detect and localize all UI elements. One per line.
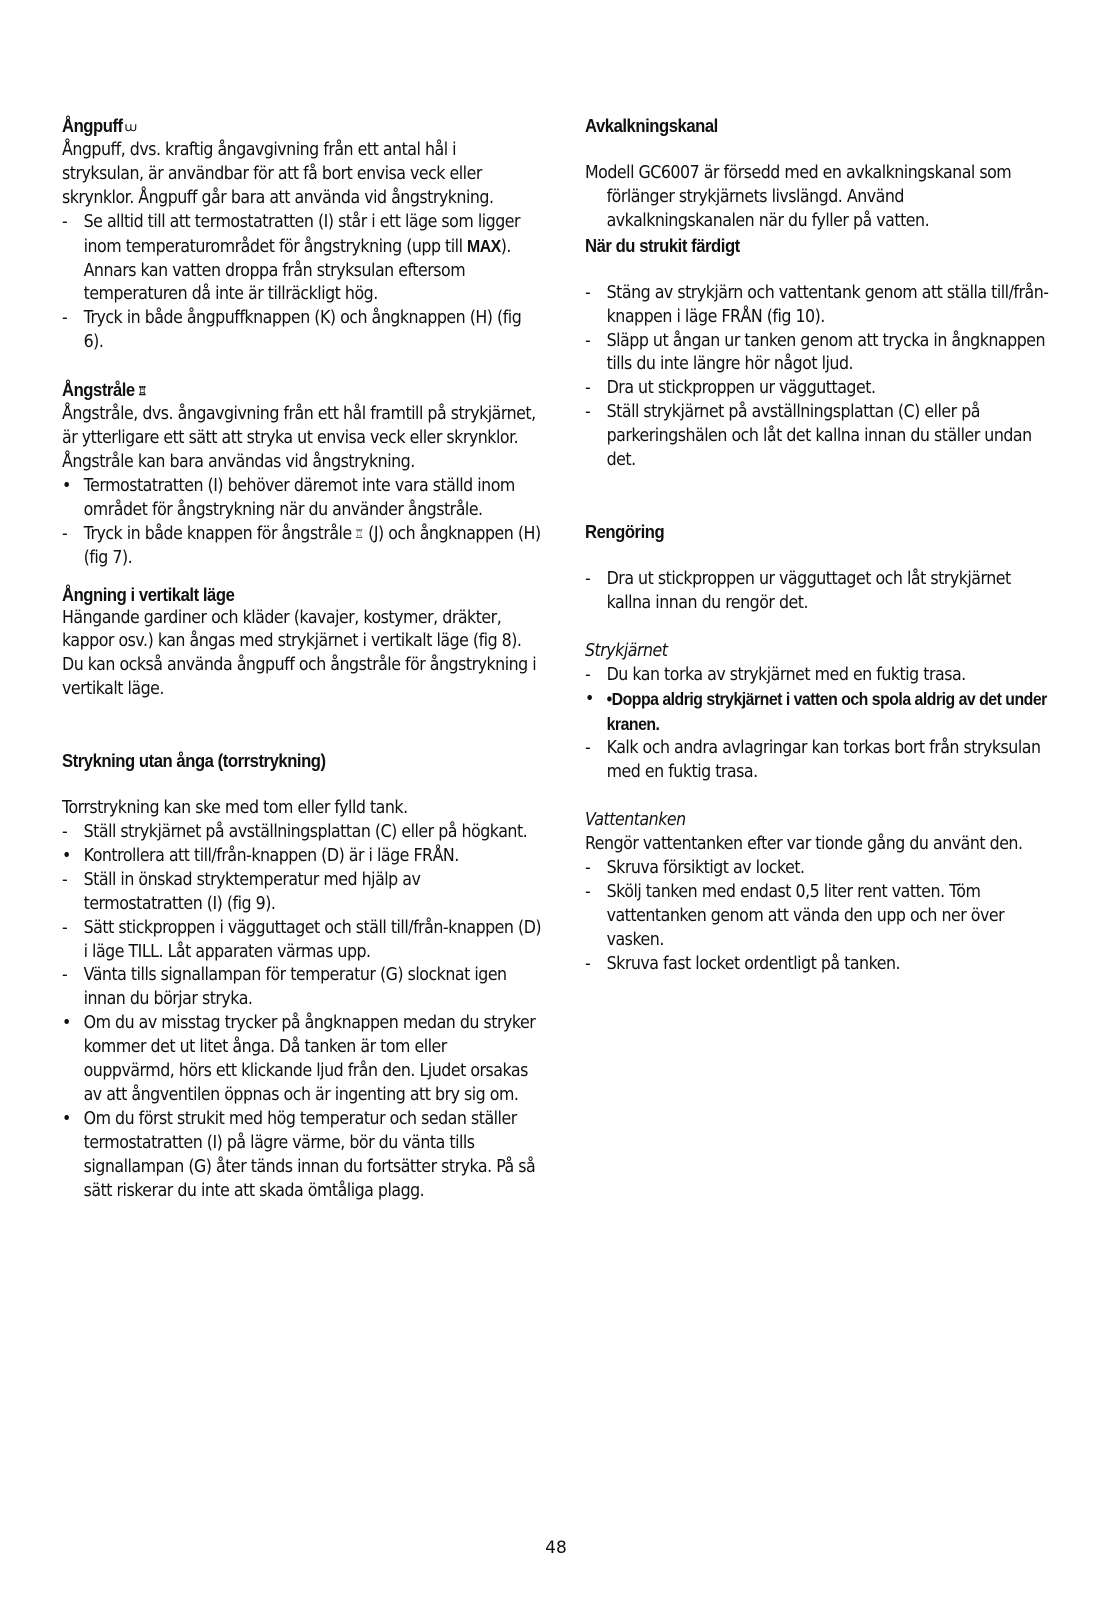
- section-rengoring: [585, 520, 1055, 977]
- list-item: • Termostatratten (I) behöver däremot inte vara ställd inom området för ångstrykning när du använder ångstråle.: [62, 475, 515, 520]
- instruction-list: [62, 475, 542, 571]
- list-item: - Skruva försiktigt av locket.: [585, 858, 805, 879]
- list-item: - Dra ut stickproppen ur vägguttaget och låt strykjärnet kallna innan du rengör det.: [585, 568, 1011, 613]
- list-item: - Ställ strykjärnet på avställningsplattan (C) eller på parkeringshälen och låt det kallna innan du ställer undan det.: [585, 402, 1032, 471]
- paragraph: Hängande gardiner och kläder (kavajer, kostymer, dräkter, kappor osv.) kan ångas med strykjärnet i vertikalt läge (fig 8). Du kan också använda ångpuff och ångstråle för ångstrykning i vertikalt läge.: [62, 607, 537, 700]
- instruction-list: [585, 568, 1055, 616]
- section-heading: När du strukit färdigt: [585, 234, 740, 256]
- instruction-list: [62, 821, 542, 1204]
- section-heading: Ångning i vertikalt läge: [62, 583, 235, 605]
- warning-item: • •Doppa aldrig strykjärnet i vatten och spola aldrig av det under kranen.: [585, 688, 1047, 734]
- left-column: [62, 114, 542, 1204]
- steam-jet-icon: ♖: [137, 384, 147, 399]
- list-item: - Se alltid till att termostatratten (I) står i ett läge som ligger inom temperaturområdet för ångstrykning (upp till MAX). Annars kan vatten droppa från stryksulan eftersom temperaturen då inte är tillräckligt hög.: [62, 211, 521, 305]
- paragraph: Rengör vattentanken efter var tionde gång du använt den.: [585, 834, 1023, 855]
- steam-jet-icon: ♖: [354, 526, 364, 541]
- section-torrstrykning: [62, 749, 542, 1203]
- list-item: - Du kan torka av strykjärnet med en fuktig trasa.: [585, 664, 966, 685]
- list-item: - Släpp ut ångan ur tanken genom att trycka in ångknappen tills du inte längre hör något ljud.: [585, 330, 1046, 375]
- page-number: 48: [545, 1538, 567, 1558]
- paragraph: Ångstråle, dvs. ångavgivning från ett hål framtill på strykjärnet, är ytterligare ett sätt att stryka ut envisa veck eller skrynklor. Ångstråle kan bara användas vid ångstrykning.: [62, 404, 536, 472]
- section-heading: Avkalkningskanal: [585, 115, 718, 136]
- list-item: • Om du av misstag trycker på ångknappen medan du stryker kommer det ut litet ånga. Då tanken är tom eller ouppvärmd, hörs ett klickande ljud från den. Ljudet orsakas av att ångventilen öppnas och är ingenting att bry sig om.: [62, 1013, 536, 1105]
- steam-puff-icon: ⩊: [125, 120, 136, 134]
- instruction-list: [585, 282, 1055, 473]
- section-angstrale: [62, 378, 542, 570]
- list-item: - Dra ut stickproppen ur vägguttaget.: [585, 378, 876, 399]
- list-item: • Kontrollera att till/från-knappen (D) är i läge FRÅN.: [62, 845, 459, 866]
- right-column: [585, 114, 1055, 977]
- paragraph: Modell GC6007 är försedd med en avkalkningskanal som förlänger strykjärnets livslängd. Använd avkalkningskanalen när du fyller på vatten.: [585, 163, 1012, 231]
- list-item: - Ställ strykjärnet på avställningsplattan (C) eller på högkant.: [62, 822, 528, 843]
- paragraph: Torrstrykning kan ske med tom eller fylld tank.: [62, 798, 408, 819]
- list-item: - Skölj tanken med endast 0,5 liter rent vatten. Töm vattentanken genom att vända den upp och ner över vasken.: [585, 881, 1005, 950]
- instruction-list: [585, 857, 1055, 977]
- list-item: - Vänta tills signallampan för temperatur (G) slocknat igen innan du börjar stryka.: [62, 965, 507, 1010]
- section-heading: Ångstråle ♖: [62, 379, 147, 401]
- section-heading: Rengöring: [585, 520, 665, 542]
- section-vertikalt: [62, 583, 542, 703]
- list-item: - Sätt stickproppen i vägguttaget och ställ till/från-knappen (D) i läge TILL. Låt apparaten värmas upp.: [62, 917, 542, 962]
- section-heading: Ångpuff ⩊: [62, 115, 136, 136]
- section-heading: Strykning utan ånga (torrstrykning): [62, 750, 326, 772]
- subheading: Vattentanken: [585, 810, 686, 831]
- list-item: - Tryck in både ångpuffknappen (K) och ångknappen (H) (fig 6).: [62, 308, 522, 353]
- list-item: - Kalk och andra avlagringar kan torkas bort från stryksulan med en fuktig trasa.: [585, 738, 1041, 783]
- subheading: Strykjärnet: [585, 640, 668, 661]
- section-angpuff: [62, 114, 542, 355]
- list-item: - Ställ in önskad stryktemperatur med hjälp av termostatratten (I) (fig 9).: [62, 869, 421, 914]
- section-fardigt: [585, 234, 1055, 473]
- section-avkalkning: [585, 114, 1055, 234]
- list-item: - Tryck in både knappen för ångstråle ♖ (J) och ångknappen (H) (fig 7).: [62, 523, 541, 568]
- instruction-list: [585, 664, 1055, 786]
- list-item: - Stäng av strykjärn och vattentank genom att ställa till/från-knappen i läge FRÅN (fig 10).: [585, 282, 1049, 327]
- instruction-list: [62, 211, 542, 355]
- list-item: • Om du först strukit med hög temperatur och sedan ställer termostatratten (I) på lägre värme, bör du vänta tills signallampan (G) åter tänds innan du fortsätter stryka. På så sätt riskerar du inte att skada ömtåliga plagg.: [62, 1108, 536, 1201]
- paragraph: Ångpuff, dvs. kraftig ångavgivning från ett antal hål i stryksulan, är användbar för att få bort envisa veck eller skrynklor. Ångpuff går bara att använda vid ångstrykning.: [62, 140, 494, 208]
- list-item: - Skruva fast locket ordentligt på tanken.: [585, 953, 901, 974]
